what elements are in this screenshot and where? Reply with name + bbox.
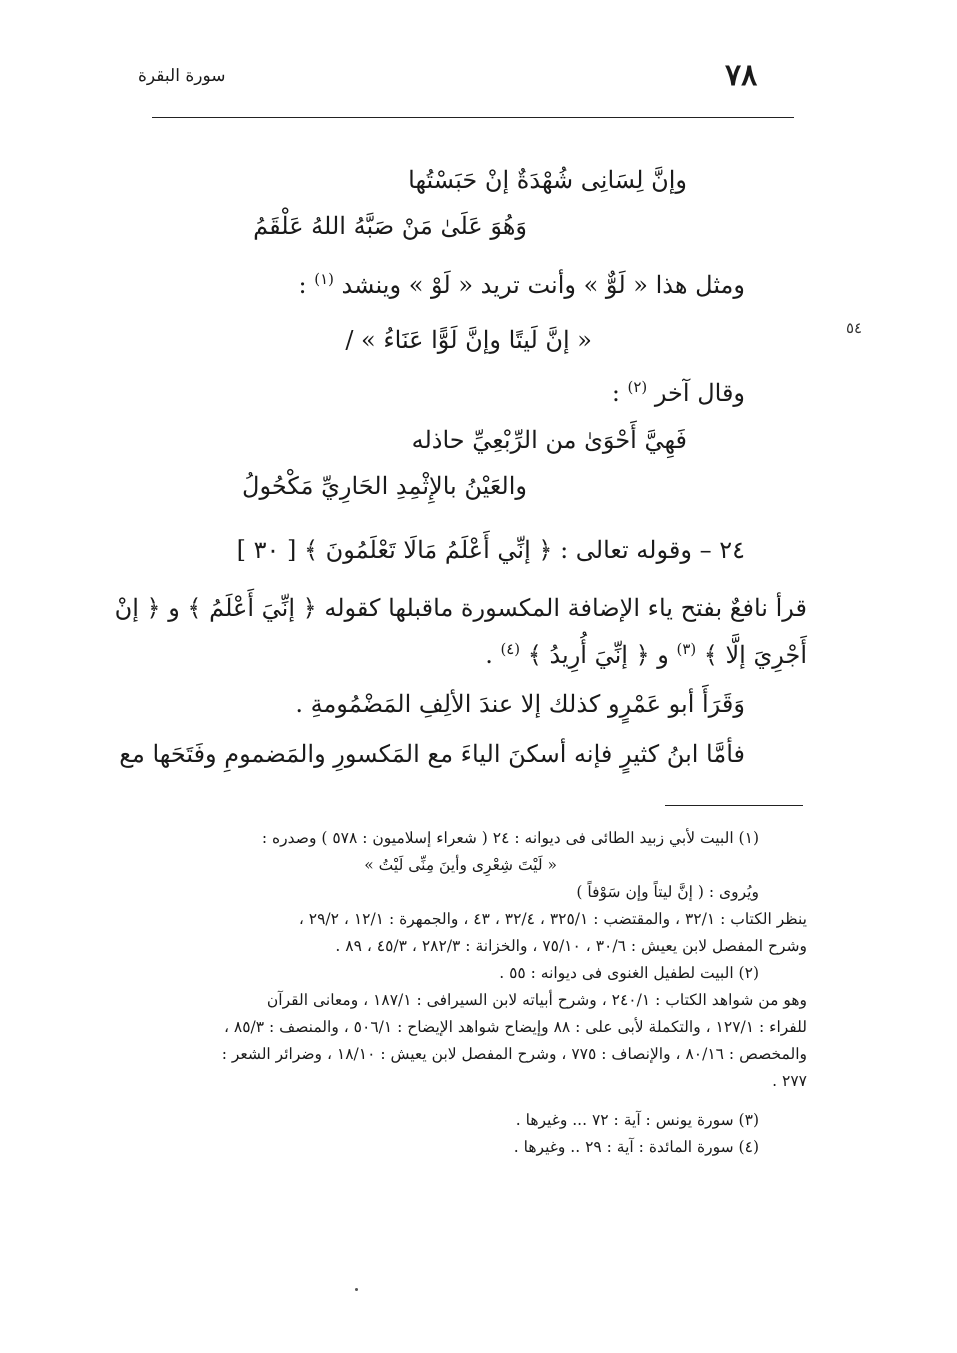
footnote-1-line-1: (١) البيت لأبي زبيد الطائى فى ديوانه : ٢٤ ( شعراء إسلاميون : ٥٧٨ ) وصدره :: [261, 829, 759, 847]
footnote-2-line-1: (٢) البيت لطفيل الغنوى فى ديوانه : ٥٥ .: [499, 964, 759, 982]
section-heading-24: ٢٤ – وقوله تعالى : ﴿ إنِّي أَعْلَمُ مَالَا تَعْلَمُونَ ﴾ [ ٣٠ ]: [236, 536, 745, 564]
footnote-ref-3: (٣): [676, 640, 697, 658]
qal-akhar-colon: :: [611, 379, 620, 407]
footnote-4: (٤) سورة المائدة : آية : ٢٩ .. وغيرها .: [513, 1138, 759, 1156]
qal-akhar-text: وقال آخر: [654, 379, 745, 407]
verse-3-second-hemistich: والعَيْنُ بالإِثْمِدِ الحَارِيِّ مَكْحُولُ: [242, 472, 527, 500]
verse-1-first-hemistich: وإنَّ لِسَانِى شُهْدَةٌ إنْ حَبَسْتُها: [408, 166, 687, 194]
margin-folio-number: ٥٤: [846, 319, 863, 337]
footnote-2-line-3: للفراء : ١٢٧/١ ، والتكملة لأبى على : ٨٨ وإيضاح شواهد الإيضاح : ٥٠٦/١ ، والمنصف : ٨٥/٣ ،: [223, 1018, 807, 1036]
footnote-2-line-5: ٢٧٧ .: [772, 1072, 807, 1090]
paragraph-3: فأمَّا ابنُ كثيرٍ فإنه أسكنَ الياءَ مع المَكسورِ والمَضمومِ وفَتَحَها مع: [119, 740, 745, 768]
footnote-rule: [665, 805, 803, 806]
body-line-qal-akhar: [612, 380, 745, 405]
footnote-ref-2: (٢): [627, 378, 648, 396]
header-rule: [152, 117, 794, 118]
footnote-1-line-5: وشرح المفصل لابن يعيش : ٣٠/٦ ، ٧٥/١٠ ، والخزانة : ٢٨٢/٣ ، ٤٥/٣ ، ٨٩ .: [335, 937, 807, 955]
footnote-1-line-2: « لَيْتَ شِعْرِى وأينَ مِنِّى لَيْتُ »: [364, 856, 557, 874]
footnote-3: (٣) سورة يونس : آية : ٧٢ ... وغيرها .: [515, 1111, 759, 1129]
paragraph-2: وَقَرَأَ أبو عَمْرٍو كذلك إلا عندَ الألِفِ المَضْمُومةِ .: [295, 690, 745, 718]
footnote-2-line-2: وهو من شواهد الكتاب : ٢٤٠/١ ، وشرح أبياته لابن السيرافى : ١٨٧/١ ، ومعانى القرآن: [266, 991, 807, 1009]
footnote-ref-1: (١): [314, 270, 334, 288]
verse-1-second-hemistich: وَهُوَ عَلَىٰ مَنْ صَبَّهُ اللهُ عَلْقَمُ: [253, 212, 527, 240]
verse-2: « إنَّ لَيتًا وإنَّ لَوًّا عَنَاءُ » /: [345, 326, 592, 354]
body-line-mithl-colon: :: [298, 271, 307, 299]
running-title: سورة البقرة: [138, 66, 226, 86]
body-line-mithl-text: ومثل هذا « لَوٌّ » وأنت تريد « لَوْ » وينشد: [341, 271, 745, 299]
verse-3-first-hemistich: فَهِيَّ أَحْوَىٰ من الرِّبْعِيِّ حاذله: [411, 426, 687, 454]
footnote-ref-4: (٤): [500, 640, 521, 658]
paper-speck: [355, 1288, 358, 1291]
footnote-1-line-3: ويُروى : ( إنَّ ليتاً وإن سَوْفاً ): [576, 883, 759, 901]
footnote-2-line-4: والمخصص : ٨٠/١٦ ، والإنصاف : ٧٧٥ ، وشرح المفصل لابن يعيش : ١٨/١٠ ، وضرائر الشعر :: [221, 1045, 807, 1063]
p1-line2-end: .: [485, 641, 493, 669]
body-line-mithl: [299, 272, 745, 297]
paragraph-1-line-2: [485, 642, 807, 667]
paragraph-1-line-1: قرأ نافعٌ بفتح ياء الإضافة المكسورة ماقبلها كقوله ﴿ إنِّيَ أَعْلَمُ ﴾ و ﴿ إنْ: [114, 594, 807, 622]
footnote-1-line-4: ينظر الكتاب : ٣٢/١ ، والمقتضب : ٣٢٥/١ ، ٣٢/٤ ، ٤٣ ، والجمهرة : ١٢/١ ، ٢٩/٢ ،: [298, 910, 807, 928]
p1-line2-part-b: و ﴿ إنِّيَ أُرِيدُ ﴾: [527, 641, 669, 669]
p1-line2-part-a: أَجْرِيَ إلَّا ﴾: [703, 641, 807, 669]
page-number: ٧٨: [725, 58, 758, 93]
